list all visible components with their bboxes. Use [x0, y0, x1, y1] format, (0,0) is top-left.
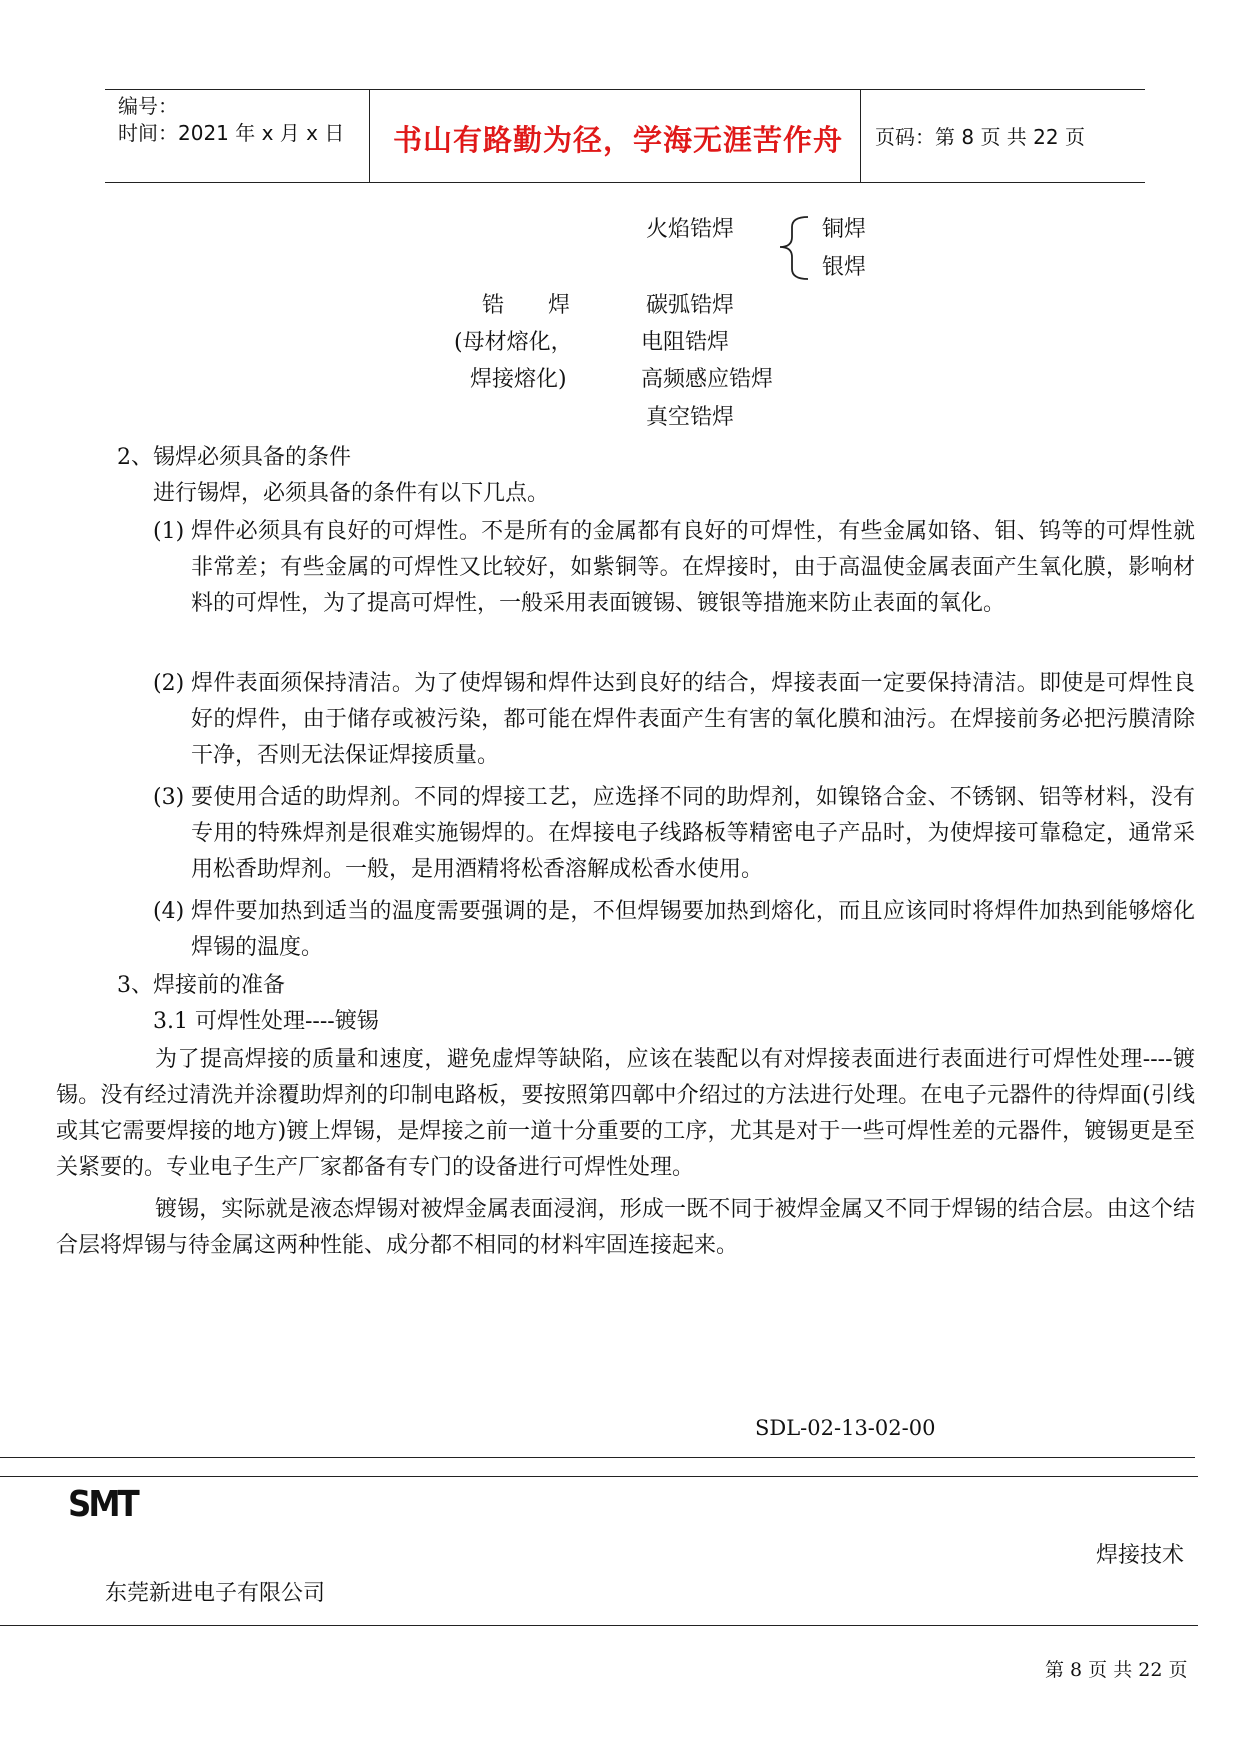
list-item-text: 焊件表面须保持清洁。为了使焊锡和焊件达到良好的结合，焊接表面一定要保持清洁。即使是可焊性良好的焊件，由于储存或被污染，都可能在焊件表面产生有害的氧化膜和油污。在焊接前务必把污膜清除干净，否则无法保证焊接质量。 — [191, 671, 1195, 768]
list-item-text: 焊件要加热到适当的温度需要强调的是，不但焊锡要加热到熔化，而且应该同时将焊件加热到能够熔化焊锡的温度。 — [191, 899, 1195, 960]
tree-sub-branch: 银焊 — [822, 255, 867, 280]
list-item-number: (2) — [153, 671, 185, 696]
header-page-label: 页码：第 8 页 共 22 页 — [875, 125, 1085, 149]
footer-rule — [0, 1476, 1198, 1477]
list-item — [153, 514, 1195, 622]
list-item-number: (1) — [153, 519, 185, 544]
header-serial: 编号： — [118, 94, 178, 118]
company-logo: SMT — [68, 1484, 137, 1525]
header-bottom-rule — [105, 182, 1145, 183]
tree-root-note: 焊接熔化) — [470, 367, 567, 392]
tree-brace — [778, 213, 818, 283]
paragraph: 为了提高焊接的质量和速度，避免虚焊等缺陷，应该在装配以有对焊接表面进行表面进行可焊性处理----镀锡。没有经过清洗并涂覆助焊剂的印制电路板，要按照第四鄣中介绍过的方法进行处理。在电子元器件的待焊面(引线或其它需要焊接的地方)镀上焊锡，是焊接之前一道十分重要的工序，尤其是对于一些可焊性差的元器件，镀锡更是至关紧要的。专业电子生产厂家都备有专门的设备进行可焊性处理。 — [56, 1047, 1195, 1180]
header-top-rule — [105, 89, 1145, 90]
tree-sub-branch: 铜焊 — [822, 217, 867, 242]
tree-root: 锆 焊 — [482, 293, 571, 318]
company-name: 东莞新进电子有限公司 — [105, 1581, 326, 1606]
section-2-title: 2、锡焊必须具备的条件 — [117, 445, 351, 470]
tree-branch: 高频感应锆焊 — [641, 367, 774, 392]
list-item-text: 要使用合适的助焊剂。不同的焊接工艺，应选择不同的助焊剂，如镍铬合金、不锈钢、铝等材料，没有专用的特殊焊剂是很难实施锡焊的。在焊接电子线路板等精密电子产品时，为使焊接可靠稳定，通常采用松香助焊剂。一般，是用酒精将松香溶解成松香水使用。 — [191, 785, 1195, 882]
header-time: 时间：2021 年 x 月 x 日 — [118, 121, 345, 145]
paragraph: 镀锡，实际就是液态焊锡对被焊金属表面浸润，形成一既不同于被焊金属又不同于焊锡的结合层。由这个结合层将焊锡与待金属这两种性能、成分都不相同的材料牢固连接起来。 — [56, 1197, 1195, 1258]
tree-branch: 电阻锆焊 — [641, 330, 730, 355]
tree-root-note: (母材熔化， — [454, 330, 573, 355]
tree-branch: 真空锆焊 — [646, 405, 735, 430]
list-item — [153, 780, 1195, 888]
page-footer: 第 8 页 共 22 页 — [1045, 1659, 1188, 1681]
document-code: SDL-02-13-02-00 — [755, 1416, 936, 1440]
tree-branch: 火焰锆焊 — [646, 217, 735, 242]
list-item-number: (3) — [153, 785, 185, 810]
list-item — [153, 666, 1195, 774]
list-item-number: (4) — [153, 899, 185, 924]
section-2-intro: 进行锡焊，必须具备的条件有以下几点。 — [153, 481, 550, 506]
footer-top-rule — [0, 1457, 1195, 1458]
document-title: 焊接技术 — [1096, 1543, 1185, 1568]
list-item-text: 焊件必须具有良好的可焊性。不是所有的金属都有良好的可焊性，有些金属如铬、钼、钨等的可焊性就非常差；有些金属的可焊性又比较好，如紫铜等。在焊接时，由于高温使金属表面产生氧化膜，影响材料的可焊性，为了提高可焊性，一般采用表面镀锡、镀银等措施来防止表面的氧化。 — [191, 519, 1195, 616]
header-divider-right — [860, 89, 861, 183]
header-divider-left — [369, 89, 370, 183]
footer-bottom-rule — [0, 1625, 1198, 1626]
list-item — [153, 894, 1195, 966]
section-3-title: 3、焊接前的准备 — [117, 973, 285, 998]
tree-branch: 碳弧锆焊 — [646, 293, 735, 318]
header-motto: 书山有路勤为径，学海无涯苦作舟 — [393, 123, 844, 157]
section-3-1-title: 3.1 可焊性处理----镀锡 — [153, 1009, 379, 1034]
